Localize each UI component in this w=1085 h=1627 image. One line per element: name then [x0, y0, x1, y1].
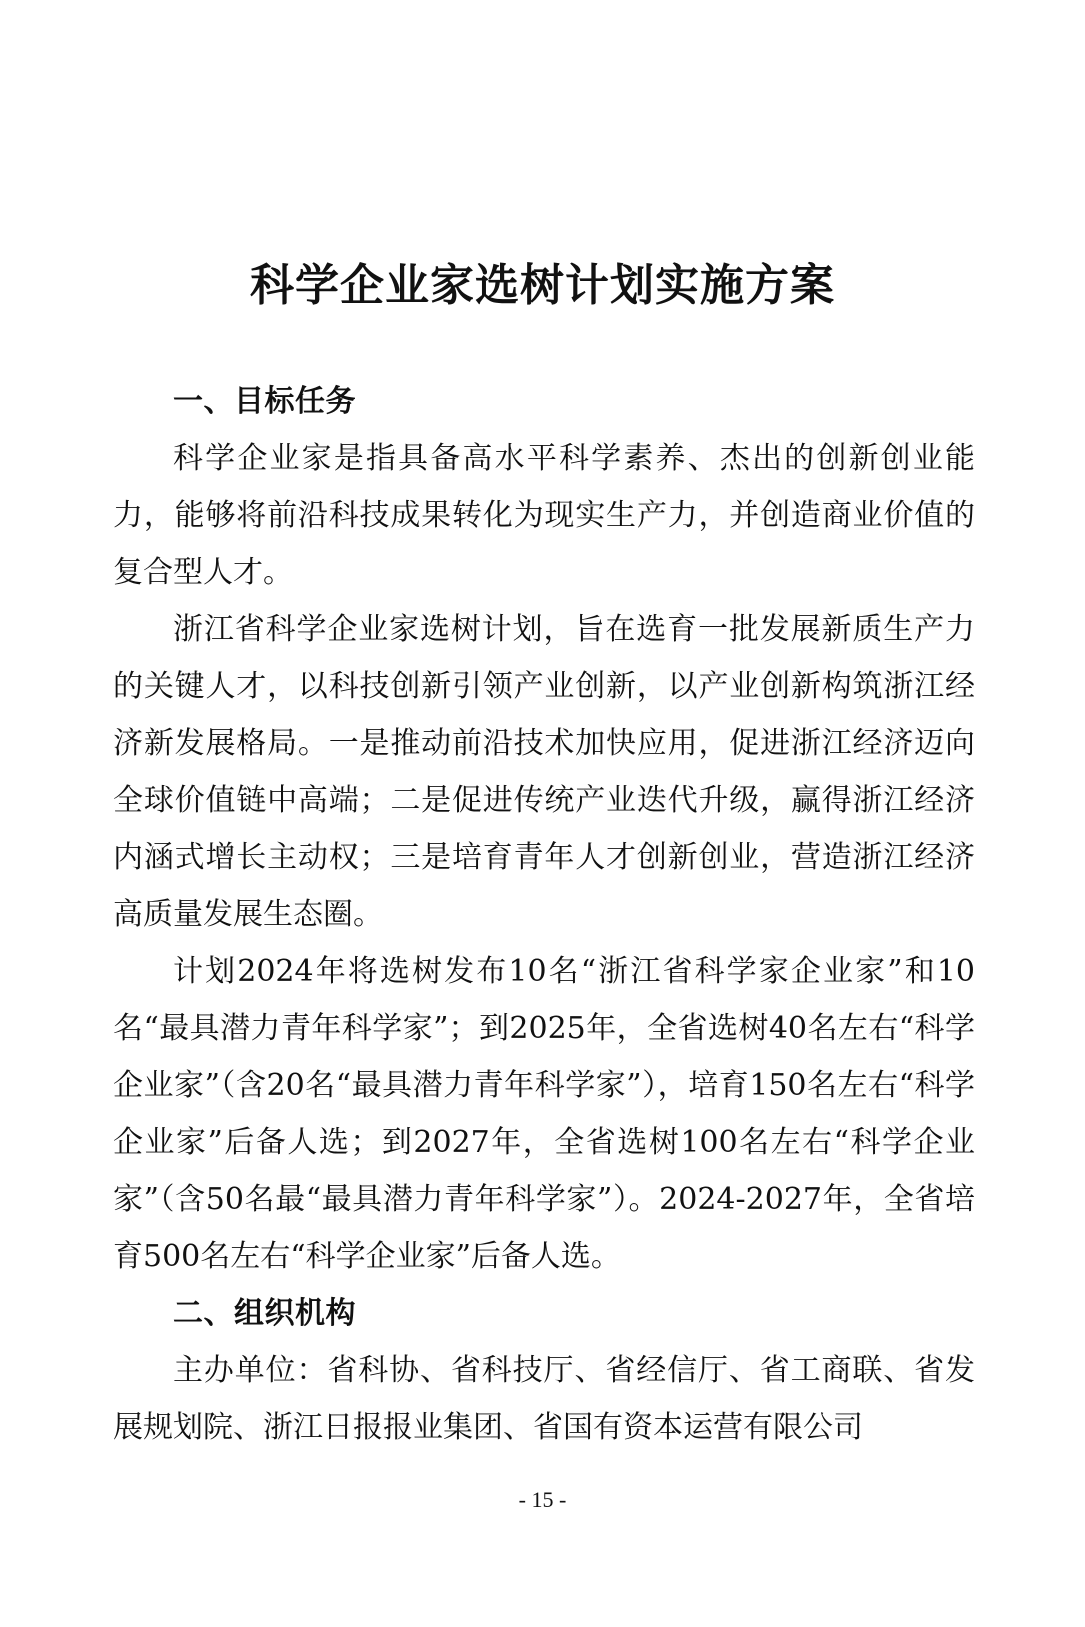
paragraph-definition: 科学企业家是指具备高水平科学素养、杰出的创新创业能力，能够将前沿科技成果转化为现实生产力，并创造商业价值的复合型人才。	[113, 441, 975, 590]
paragraph-organizers: 主办单位：省科协、省科技厅、省经信厅、省工商联、省发展规划院、浙江日报报业集团、省国有资本运营有限公司	[113, 1353, 975, 1445]
section-heading-goals: 一、目标任务	[173, 384, 356, 419]
section-heading-organization: 二、组织机构	[173, 1296, 356, 1331]
document-title: 科学企业家选树计划实施方案	[250, 260, 835, 311]
page-number: - 15 -	[518, 1487, 567, 1512]
paragraph-purpose: 浙江省科学企业家选树计划，旨在选育一批发展新质生产力的关键人才，以科技创新引领产业创新，以产业创新构筑浙江经济新发展格局。一是推动前沿技术加快应用，促进浙江经济迈向全球价值链中高端；二是促进传统产业迭代升级，赢得浙江经济内涵式增长主动权；三是培育青年人才创新创业，营造浙江经济高质量发展生态圈。	[113, 612, 975, 932]
document-body	[113, 373, 975, 1456]
paragraph-plan-targets: 计划2024年将选树发布10名“浙江省科学家企业家”和10名“最具潜力青年科学家”；到2025年，全省选树40名左右“科学企业家”（含20名“最具潜力青年科学家”），培育150名左右“科学企业家”后备人选；到2027年，全省选树100名左右“科学企业家”（含50名最“最具潜力青年科学家”）。2024-2027年，全省培育500名左右“科学企业家”后备人选。	[113, 954, 975, 1274]
